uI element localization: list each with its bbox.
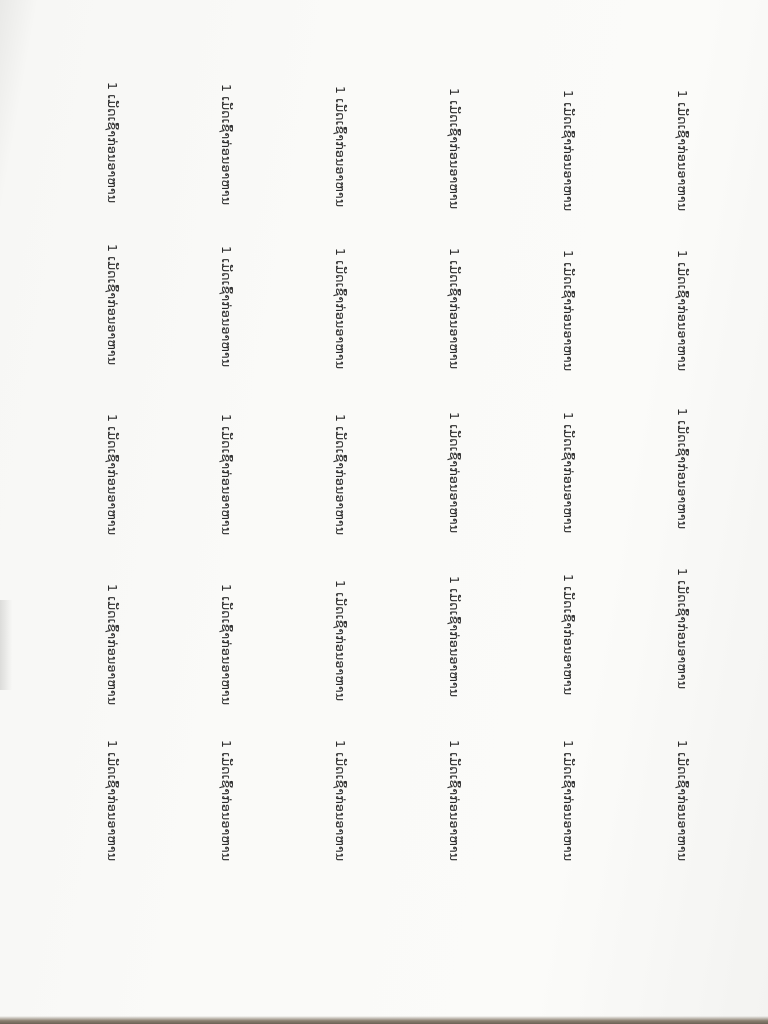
label-item: 1 ເມັດເຊົ້າກ່ອນອາຫານ <box>333 248 348 370</box>
label-item: 1 ເມັດເຊົ້າກ່ອນອາຫານ <box>105 244 120 366</box>
paper-fold-shadow <box>0 600 12 690</box>
label-item: 1 ເມັດເຊົ້າກ່ອນອາຫານ <box>219 414 234 536</box>
label-item: 1 ເມັດເຊົ້າກ່ອນອາຫານ <box>219 84 234 206</box>
label-item: 1 ເມັດເຊົ້າກ່ອນອາຫານ <box>675 568 690 690</box>
label-item: 1 ເມັດເຊົ້າກ່ອນອາຫານ <box>675 250 690 372</box>
label-item: 1 ເມັດເຊົ້າກ່ອນອາຫານ <box>561 90 576 212</box>
table-surface-edge <box>0 1016 768 1024</box>
label-item: 1 ເມັດເຊົ້າກ່ອນອາຫານ <box>333 86 348 208</box>
label-item: 1 ເມັດເຊົ້າກ່ອນອາຫານ <box>561 574 576 696</box>
label-item: 1 ເມັດເຊົ້າກ່ອນອາຫານ <box>675 408 690 530</box>
label-item: 1 ເມັດເຊົ້າກ່ອນອາຫານ <box>561 250 576 372</box>
label-item: 1 ເມັດເຊົ້າກ່ອນອາຫານ <box>447 88 462 210</box>
label-item: 1 ເມັດເຊົ້າກ່ອນອາຫານ <box>105 414 120 536</box>
label-item: 1 ເມັດເຊົ້າກ່ອນອາຫານ <box>447 576 462 698</box>
label-item: 1 ເມັດເຊົ້າກ່ອນອາຫານ <box>561 412 576 534</box>
label-item: 1 ເມັດເຊົ້າກ່ອນອາຫານ <box>675 740 690 862</box>
label-item: 1 ເມັດເຊົ້າກ່ອນອາຫານ <box>333 580 348 702</box>
label-item: 1 ເມັດເຊົ້າກ່ອນອາຫານ <box>333 414 348 536</box>
label-item: 1 ເມັດເຊົ້າກ່ອນອາຫານ <box>219 740 234 862</box>
label-item: 1 ເມັດເຊົ້າກ່ອນອາຫານ <box>447 740 462 862</box>
label-item: 1 ເມັດເຊົ້າກ່ອນອາຫານ <box>447 412 462 534</box>
label-item: 1 ເມັດເຊົ້າກ່ອນອາຫານ <box>561 740 576 862</box>
label-item: 1 ເມັດເຊົ້າກ່ອນອາຫານ <box>219 584 234 706</box>
label-item: 1 ເມັດເຊົ້າກ່ອນອາຫານ <box>105 740 120 862</box>
label-item: 1 ເມັດເຊົ້າກ່ອນອາຫານ <box>675 90 690 212</box>
label-item: 1 ເມັດເຊົ້າກ່ອນອາຫານ <box>333 740 348 862</box>
label-item: 1 ເມັດເຊົ້າກ່ອນອາຫານ <box>105 584 120 706</box>
label-item: 1 ເມັດເຊົ້າກ່ອນອາຫານ <box>219 246 234 368</box>
label-item: 1 ເມັດເຊົ້າກ່ອນອາຫານ <box>105 82 120 204</box>
label-item: 1 ເມັດເຊົ້າກ່ອນອາຫານ <box>447 248 462 370</box>
